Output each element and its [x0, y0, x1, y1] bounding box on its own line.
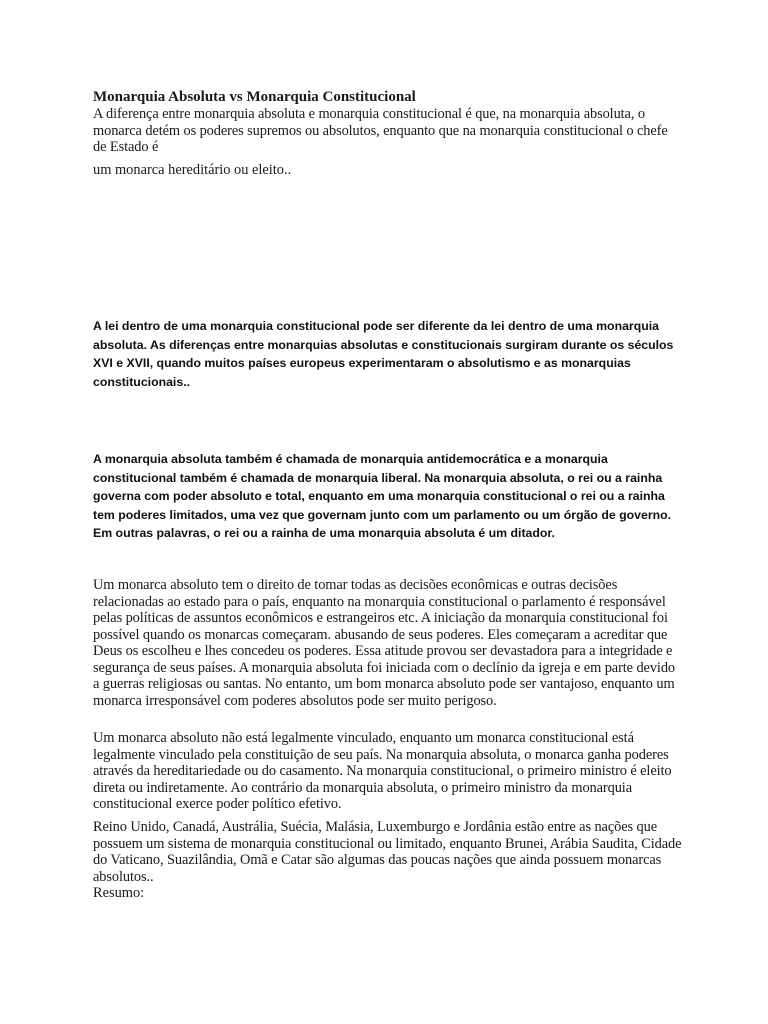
also-called-paragraph: A monarquia absoluta também é chamada de monarquia antidemocrática e a monarquia constitucional também é chamada de monarquia liberal. Na monarquia absoluta, o rei ou a rainha governa com poder absoluto e total, enquanto em uma monarquia constitucional o rei ou a rainha tem poderes limitados, uma vez que governam junto com um parlamento ou um órgão de governo. Em outras palavras, o rei ou a rainha de uma monarquia absoluta é um ditador.	[93, 452, 672, 540]
law-paragraph: A lei dentro de uma monarquia constitucional pode ser diferente da lei dentro de uma monarquia absoluta. As diferenças entre monarquias absolutas e constitucionais surgiram durante os séculos XVI e XVII, quando muitos países europeus experimentaram o absolutismo e as monarquias constitucionais..	[93, 319, 674, 389]
summary-label: Resumo:	[93, 885, 145, 901]
rights-paragraph: Um monarca absoluto tem o direito de tomar todas as decisões econômicas e outras decisões relacionadas ao estado para o país, enquanto na monarquia constitucional o parlamento é responsável pelas políticas de assuntos econômicos e estrangeiros etc. A iniciação da monarquia constitucional foi possível quando os monarcas começaram. abusando de seus poderes. Eles começaram a acreditar que Deus os escolheu e lhes concedeu os poderes. Essa atitude provou ser devastadora para a integridade e segurança de seus países. A monarquia absoluta foi iniciada com o declínio da igreja e em parte devido a guerras religiosas ou santas. No entanto, um bom monarca absoluto pode ser vantajoso, enquanto um monarca irresponsável com poderes absolutos pode ser muito perigoso.	[93, 577, 676, 709]
document-title: Monarquia Absoluta vs Monarquia Constitucional	[93, 89, 416, 105]
intro-continuation: um monarca hereditário ou eleito..	[93, 162, 292, 178]
nations-paragraph: Reino Unido, Canadá, Austrália, Suécia, Malásia, Luxemburgo e Jordânia estão entre as nações que possuem um sistema de monarquia constitucional ou limitado, enquanto Brunei, Arábia Saudita, Cidade do Vaticano, Suazilândia, Omã e Catar são algumas das poucas nações que ainda possuem monarcas absolutos..	[93, 819, 682, 885]
legal-binding-paragraph: Um monarca absoluto não está legalmente vinculado, enquanto um monarca constitucional está legalmente vinculado pela constituição de seu país. Na monarquia absoluta, o monarca ganha poderes através da hereditariedade ou do casamento. Na monarquia constitucional, o primeiro ministro é eleito direta ou indiretamente. Ao contrário da monarquia absoluta, o primeiro ministro da monarquia constitucional exerce poder político efetivo.	[93, 730, 672, 812]
intro-paragraph: A diferença entre monarquia absoluta e monarquia constitucional é que, na monarquia absoluta, o monarca detém os poderes supremos ou absolutos, enquanto que na monarquia constitucional o chefe de Estado é	[93, 106, 668, 155]
